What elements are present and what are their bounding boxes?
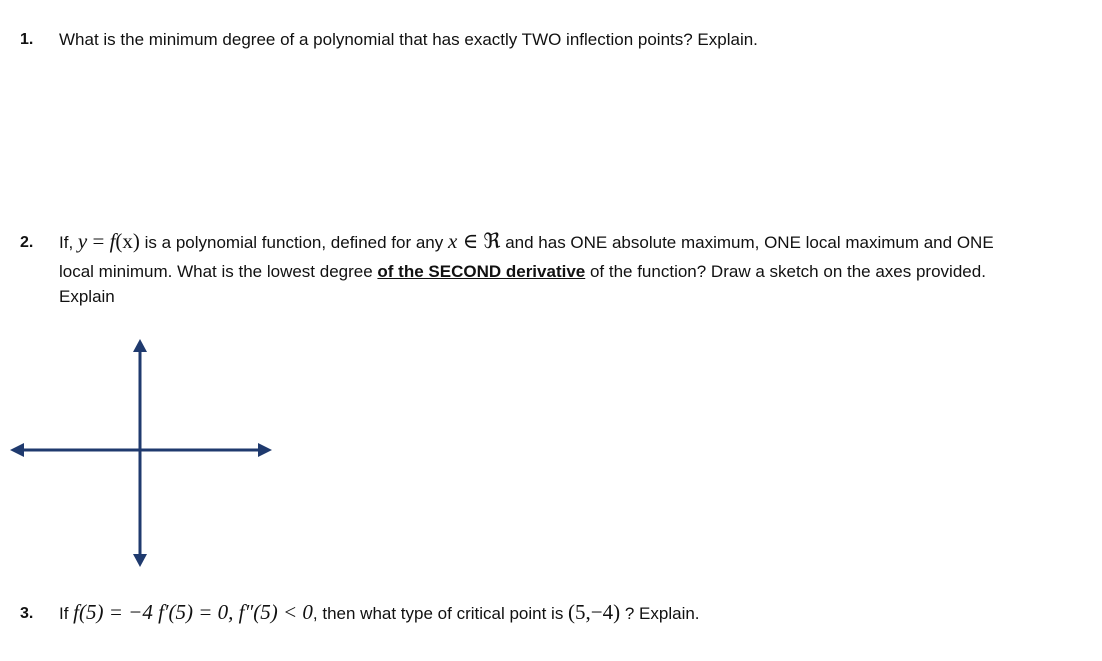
math-condition: f(5) = −4 f′(5) = 0, f″(5) < 0 xyxy=(73,600,313,624)
math-fx: (x) xyxy=(115,229,140,253)
question-2-emphasis: of the SECOND derivative xyxy=(377,262,586,281)
math-f: f xyxy=(109,229,116,253)
question-3-number: 3. xyxy=(20,605,34,622)
question-2-line-3: Explain xyxy=(59,287,115,306)
question-3-middle: , then what type of critical point is xyxy=(312,604,569,623)
question-3-prefix: If xyxy=(59,604,74,623)
math-x: x xyxy=(448,229,458,253)
question-2-middle-1: is a polynomial function, defined for any xyxy=(139,233,448,252)
right-arrow-icon xyxy=(258,443,272,457)
up-arrow-icon xyxy=(133,339,147,352)
question-2-line-2-prefix: local minimum. What is the lowest degree xyxy=(59,262,378,281)
question-1-text: What is the minimum degree of a polynomial that has exactly TWO inflection points? Explain. xyxy=(59,30,758,49)
question-2-middle-2: and has ONE absolute maximum, ONE local maximum and ONE xyxy=(500,233,994,252)
question-3-suffix: ? Explain. xyxy=(620,604,700,623)
math-equals: = xyxy=(87,229,110,253)
math-point: (5,−4) xyxy=(568,600,621,624)
math-element-of: ∈ xyxy=(457,229,484,253)
question-2-prefix: If, xyxy=(59,233,78,252)
math-y: y xyxy=(77,229,88,253)
question-1-number: 1. xyxy=(20,31,34,48)
sketch-axes xyxy=(0,0,300,600)
question-2-number: 2. xyxy=(20,234,34,251)
question-3-line xyxy=(59,599,700,627)
question-2-line-2-suffix: of the function? Draw a sketch on the axes provided. xyxy=(585,262,986,281)
down-arrow-icon xyxy=(133,554,147,567)
math-reals: ℜ xyxy=(483,229,501,253)
left-arrow-icon xyxy=(10,443,24,457)
